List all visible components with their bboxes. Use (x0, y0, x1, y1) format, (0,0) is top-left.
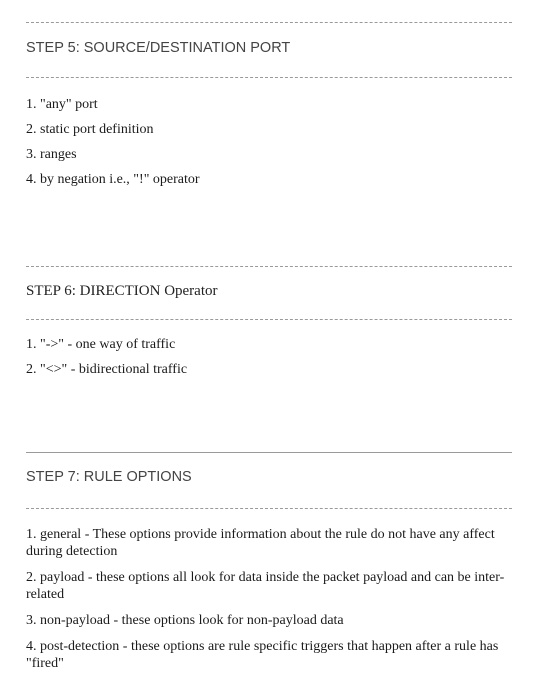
divider (26, 266, 512, 267)
list-item: 1. "->" - one way of traffic (26, 337, 176, 352)
divider (26, 319, 512, 320)
list-item: 4. post-detection - these options are rule specific triggers that happen after a rule has "fired" (26, 639, 499, 671)
step-6-list (26, 336, 516, 386)
section-heading-step-5: STEP 5: SOURCE/DESTINATION PORT (26, 40, 291, 56)
step-5-list (26, 96, 516, 196)
list-item: 4. by negation i.e., "!" operator (26, 172, 200, 187)
section-heading-step-6: STEP 6: DIRECTION Operator (26, 283, 218, 299)
list-item: 1. general - These options provide information about the rule do not have any affect during detection (26, 527, 495, 559)
divider (26, 22, 512, 23)
step-7-list (26, 526, 516, 681)
divider (26, 77, 512, 78)
list-item: 2. payload - these options all look for data inside the packet payload and can be inter-related (26, 570, 505, 602)
list-item: 2. static port definition (26, 122, 154, 137)
list-item: 3. non-payload - these options look for non-payload data (26, 613, 344, 628)
list-item: 2. "<>" - bidirectional traffic (26, 362, 188, 377)
list-item: 1. "any" port (26, 97, 98, 112)
section-heading-step-7: STEP 7: RULE OPTIONS (26, 469, 192, 485)
divider (26, 508, 512, 509)
divider (26, 452, 512, 453)
list-item: 3. ranges (26, 147, 77, 162)
